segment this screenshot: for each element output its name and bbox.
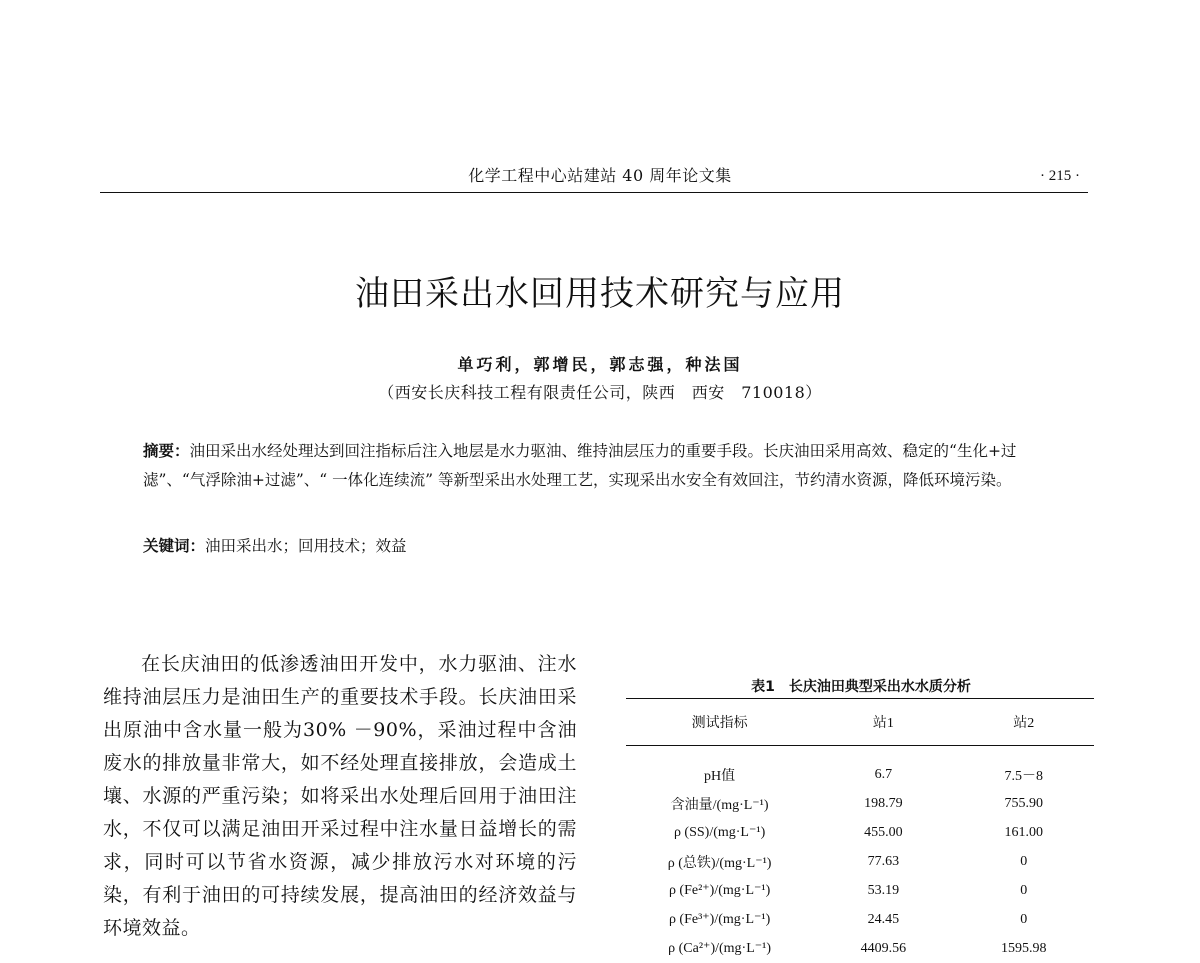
running-title: 化学工程中心站建站 40 周年论文集 bbox=[468, 166, 732, 185]
table-cell: 6.7 bbox=[874, 766, 893, 782]
table-cell: 含油量/(mg·L⁻¹) bbox=[670, 797, 769, 813]
table-cell: 0 bbox=[1020, 911, 1028, 927]
table-cell: ρ (总铁)/(mg·L⁻¹) bbox=[667, 855, 772, 871]
table-row bbox=[626, 789, 1094, 818]
keywords bbox=[143, 534, 1063, 558]
table-cell: ρ (Fe³⁺)/(mg·L⁻¹) bbox=[668, 912, 771, 927]
affiliation: （西安长庆科技工程有限责任公司，陕西 西安 710018） bbox=[378, 383, 822, 402]
table-cell: ρ (Ca²⁺)/(mg·L⁻¹) bbox=[668, 941, 772, 956]
table-cell: pH值 bbox=[704, 768, 736, 784]
keywords-label: 关键词： bbox=[143, 537, 206, 555]
table-cell: 7.5－8 bbox=[1004, 768, 1044, 784]
table-header-cell: 测试指标 bbox=[626, 699, 813, 746]
table-cell: 77.63 bbox=[867, 853, 900, 869]
table-row bbox=[626, 934, 1094, 963]
header-rule bbox=[100, 192, 1088, 193]
table-cell: ρ (SS)/(mg·L⁻¹) bbox=[673, 825, 766, 840]
page-number: · 215 · bbox=[1040, 168, 1080, 184]
table-row bbox=[626, 746, 1094, 790]
table-cell: 455.00 bbox=[864, 824, 903, 840]
table-header-cell: 站2 bbox=[954, 699, 1094, 746]
table-cell: 0 bbox=[1020, 882, 1028, 898]
authors: 单巧利，郭增民，郭志强，种法国 bbox=[457, 355, 743, 374]
abstract-text: 油田采出水经处理达到回注指标后注入地层是水力驱油、维持油层压力的重要手段。长庆油田采用高效、稳定的“生化+过滤”、“气浮除油+过滤”、“ 一体化连续流” 等新型采出水处理工艺，实现采出水安全有效回注，节约清水资源，降低环境污染。 bbox=[143, 442, 1017, 489]
table-cell: 53.19 bbox=[867, 882, 900, 898]
table-cell: 0 bbox=[1020, 853, 1028, 869]
table-row bbox=[626, 905, 1094, 934]
keywords-text: 油田采出水；回用技术；效益 bbox=[205, 537, 407, 555]
table-cell: 24.45 bbox=[867, 911, 900, 927]
water-quality-table bbox=[626, 698, 1094, 963]
abstract-label: 摘要： bbox=[143, 442, 190, 460]
paper-title: 油田采出水回用技术研究与应用 bbox=[355, 274, 845, 314]
table-header-row bbox=[626, 699, 1094, 746]
table-cell: 1595.98 bbox=[1001, 940, 1047, 956]
body-paragraph: 在长庆油田的低渗透油田开发中，水力驱油、注水维持油层压力是油田生产的重要技术手段。长庆油田采出原油中含水量一般为30% －90%，采油过程中含油废水的排放量非常大，如不经处理直接排放，会造成土壤、水源的严重污染；如将采出水处理后回用于油田注水，不仅可以满足油田开采过程中注水量日益增长的需求，同时可以节省水资源，减少排放污水对环境的污染，有利于油田的可持续发展，提高油田的经济效益与环境效益。 bbox=[103, 653, 577, 939]
table-caption: 表1 长庆油田典型采出水水质分析 bbox=[751, 679, 971, 695]
table-cell: 161.00 bbox=[1004, 824, 1044, 840]
table-cell: 4409.56 bbox=[860, 940, 907, 956]
table-row bbox=[626, 818, 1094, 847]
table-row bbox=[626, 847, 1094, 876]
table-cell: 755.90 bbox=[1004, 795, 1044, 811]
water-quality-table-wrapper bbox=[626, 698, 1094, 963]
table-cell: ρ (Fe²⁺)/(mg·L⁻¹) bbox=[668, 883, 771, 898]
table-row bbox=[626, 876, 1094, 905]
table-cell: 198.79 bbox=[864, 795, 903, 811]
abstract bbox=[143, 437, 1063, 495]
table-header-cell: 站1 bbox=[813, 699, 953, 746]
